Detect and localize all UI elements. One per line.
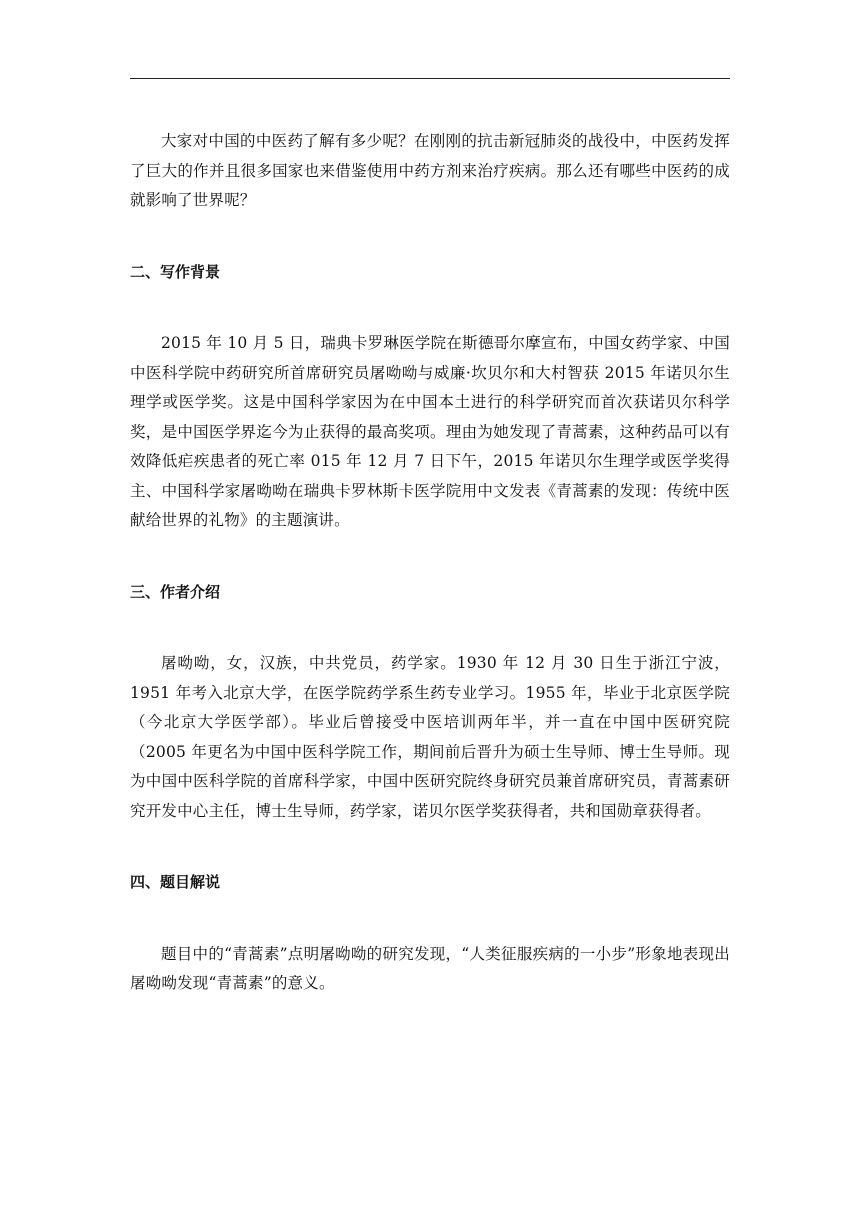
intro-paragraph: 大家对中国的中医药了解有多少呢？在刚刚的抗击新冠肺炎的战役中，中医药发挥了巨大的作并且很多国家也来借鉴使用中药方剂来治疗疾病。那么还有哪些中医药的成就影响了世界呢？ <box>130 132 730 209</box>
header-rule <box>130 78 730 79</box>
section-author <box>130 578 730 827</box>
section-background <box>130 258 730 536</box>
section-body-title-explanation: 题目中的“青蒿素”点明屠呦呦的研究发现，“人类征服疾病的一小步”形象地表现出屠呦呦发现“青蒿素”的意义。 <box>130 944 730 992</box>
section-heading-title-explanation: 四、题目解说 <box>130 873 221 891</box>
section-body-author: 屠呦呦，女，汉族，中共党员，药学家。1930 年 12 月 30 日生于浙江宁波，1951 年考入北京大学，在医学院药学系生药专业学习。1955 年，毕业于北京医学院（今北京大学医学部）。毕业后曾接受中医培训两年半，并一直在中国中医研究院（2005 年更名为中国中医科学院工作，期间前后晋升为硕士生导师、博士生导师。现为中国中医科学院的首席科学家，中国中医研究院终身研究员兼首席研究员，青蒿素研究开发中心主任，博士生导师，药学家，诺贝尔医学奖获得者，共和国勋章获得者。 <box>130 654 730 820</box>
section-heading-background: 二、写作背景 <box>130 262 221 281</box>
document-body <box>130 127 730 999</box>
section-heading-author: 三、作者介绍 <box>130 582 221 601</box>
section-title-explanation <box>130 868 730 999</box>
section-body-background: 2015 年 10 月 5 日，瑞典卡罗琳医学院在斯德哥尔摩宣布，中国女药学家、中国中医科学院中药研究所首席研究员屠呦呦与威廉·坎贝尔和大村智获 2015 年诺贝尔生理学或医学奖。这是中国科学家因为在中国本土进行的科学研究而首次获诺贝尔科学奖，是中国医学界迄今为止获得的最高奖项。理由为她发现了青蒿素，这种药品可以有效降低疟疾患者的死亡率 015 年 12 月 7 日下午，2015 年诺贝尔生理学或医学奖得主、中国科学家屠呦呦在瑞典卡罗林斯卡医学院用中文发表《青蒿素的发现：传统中医献给世界的礼物》的主题演讲。 <box>130 334 730 529</box>
